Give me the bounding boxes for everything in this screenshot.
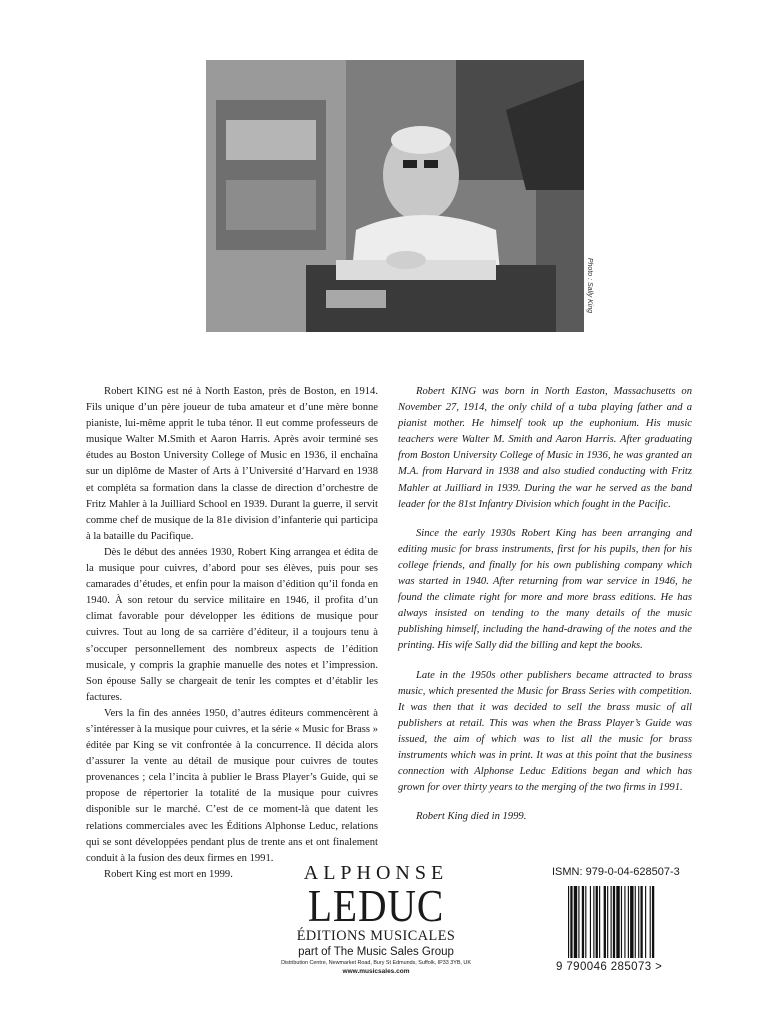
english-paragraph: Robert King died in 1999. bbox=[416, 811, 527, 823]
barcode-bar bbox=[607, 886, 608, 958]
photo-credit bbox=[584, 250, 596, 320]
barcode-bar bbox=[570, 886, 572, 958]
barcode-bar bbox=[635, 886, 636, 958]
french-paragraph: Robert KING est né à North Easton, près de Boston, en 1914. Fils unique d’un père joueur de tuba amateur et d’une mère bonne pianiste, lui-même apprit le tuba ténor. Il eut comme professeurs de musique Walter M.Smith et Aaron Harris. Après avoir terminé ses études au Boston University College of Music en 1936, il enchaîna sur un diplôme de Master of Arts à l’Université d’Harvard en 1938 et compléta sa formation dans la classe de direction d’orchestre de Fritz Mahler à la Juilliard School en 1939. Durant la guerre, il servit comme chef de musique de la 81e division d’infanterie qui participa à la bataille du Pacifique. bbox=[86, 386, 378, 542]
publisher-logo bbox=[266, 862, 486, 976]
barcode-bar bbox=[638, 886, 639, 958]
english-paragraph: Late in the 1950s other publishers became attracted to brass music, which presented the Music for Brass Series with competition. It was then that it was decided to sell the brass music of all publishers at retail. This was when the Brass Player’s Guide was issued, the aim of which was to list all the music for brass instruments which was in print. It was at this point that the business connection with Alphonse Leduc Editions began and which has grown for over thirty years to the merging of the two firms in 1991. bbox=[398, 669, 692, 794]
publisher-name-main: LEDUC bbox=[307, 880, 445, 931]
ismn-label: ISMN: 979-0-04-628507-3 bbox=[552, 866, 680, 878]
barcode-bar bbox=[611, 886, 612, 958]
barcode-bar bbox=[604, 886, 606, 958]
barcode-bar bbox=[628, 886, 629, 958]
barcode-bar bbox=[599, 886, 600, 958]
french-paragraph: Robert King est mort en 1999. bbox=[104, 868, 233, 880]
publisher-address: Distribution Centre, Newmarket Road, Bury St Edmunds, Suffolk, IP33 3YB, UK bbox=[281, 960, 471, 966]
barcode-bar bbox=[640, 886, 642, 958]
barcode-bar bbox=[613, 886, 615, 958]
publisher-group: part of The Music Sales Group bbox=[298, 946, 454, 958]
publisher-subtitle: ÉDITIONS MUSICALES bbox=[296, 928, 456, 944]
barcode-bar bbox=[596, 886, 598, 958]
barcode-bar bbox=[630, 886, 633, 958]
photo-credit-text: Photo : Sally King bbox=[586, 257, 594, 313]
barcode-bar bbox=[624, 886, 625, 958]
barcode-bar bbox=[585, 886, 586, 958]
barcode-bar bbox=[582, 886, 584, 958]
publisher-name-top: ALPHONSE bbox=[303, 862, 449, 884]
barcode-icon bbox=[566, 886, 696, 958]
barcode-bar bbox=[574, 886, 577, 958]
barcode-bar bbox=[621, 886, 622, 958]
barcode-bar bbox=[593, 886, 594, 958]
publisher-url: www.musicsales.com bbox=[342, 968, 410, 975]
barcode-bar bbox=[645, 886, 646, 958]
english-biography bbox=[398, 384, 692, 838]
english-paragraph: Since the early 1930s Robert King has been arranging and editing music for brass instruments, first for his pupils, then for his college friends, and finally for his own publishing company which was started in 1940. After returning from war service in 1946, he found the climate right for more and more brass editions. He has always insisted on tending to the many details of the music publishing himself, including the hand-drawing of the notes and the printing. His wife Sally did the billing and kept the books. bbox=[398, 527, 692, 652]
barcode-bar bbox=[568, 886, 569, 958]
portrait-photo bbox=[206, 60, 584, 332]
french-biography bbox=[86, 384, 378, 883]
barcode-bar bbox=[652, 886, 654, 958]
barcode-bar bbox=[650, 886, 651, 958]
barcode-digits: 9 790046 285073 > bbox=[556, 961, 663, 973]
barcode-bar bbox=[578, 886, 579, 958]
english-paragraph: Robert KING was born in North Easton, Massachusetts on November 27, 1914, the only child of a tuba playing father and a pianist mother. He himself took up the euphonium. His music teachers were Walter M. Smith and Aaron Harris. After graduating from Boston University College of Music in 1936, he was granted an M.A. from Harvard in 1938 and also studied conducting with Fritz Mahler at Juilliard in 1939. During the war he served as the band leader for the 81st Infantry Division which fought in the Pacific. bbox=[398, 386, 692, 510]
photo-of-man-at-desk-icon bbox=[206, 60, 584, 332]
barcode-bar bbox=[590, 886, 591, 958]
french-paragraph: Dès le début des années 1930, Robert King arrangea et édita de la musique pour cuivres, d’abord pour ses élèves, puis pour ses camarades d’études, et enfin pour la maison d’édition qu’il fonda en 1940. À son retour du service militaire en 1946, il profita d’un climat favorable pour développer les éditions de musique pour cuivres. Tout au long de sa carrière d’éditeur, il a toujours tenu à s’occuper personnellement des nombreux aspects de l’édition musicale, y compris la graphie manuelle des notes et l’impression. Son épouse Sally se chargeait de tenir les comptes et d’établir les factures. bbox=[86, 546, 378, 703]
barcode-bars bbox=[566, 886, 696, 958]
french-paragraph: Vers la fin des années 1950, d’autres éditeurs commencèrent à s’intéresser à la musique pour cuivres, et la série « Music for Brass » éditée par King se vit confrontée à la concurrence. Il décida alors d’assurer la vente au détail de musique pour cuivres de toutes provenances ; cela l’incita à publier le Brass Player’s Guide, qui se propose de répertorier la totalité de la musique pour cuivres disponible sur le marché. C’est de ce moment-là que datent les relations commerciales avec les Éditions Alphonse Leduc, relations qui se sont développées pendant plus de trente ans et ont finalement conduit à la fusion des deux firmes en 1991. bbox=[86, 707, 378, 864]
barcode-bar bbox=[616, 886, 619, 958]
